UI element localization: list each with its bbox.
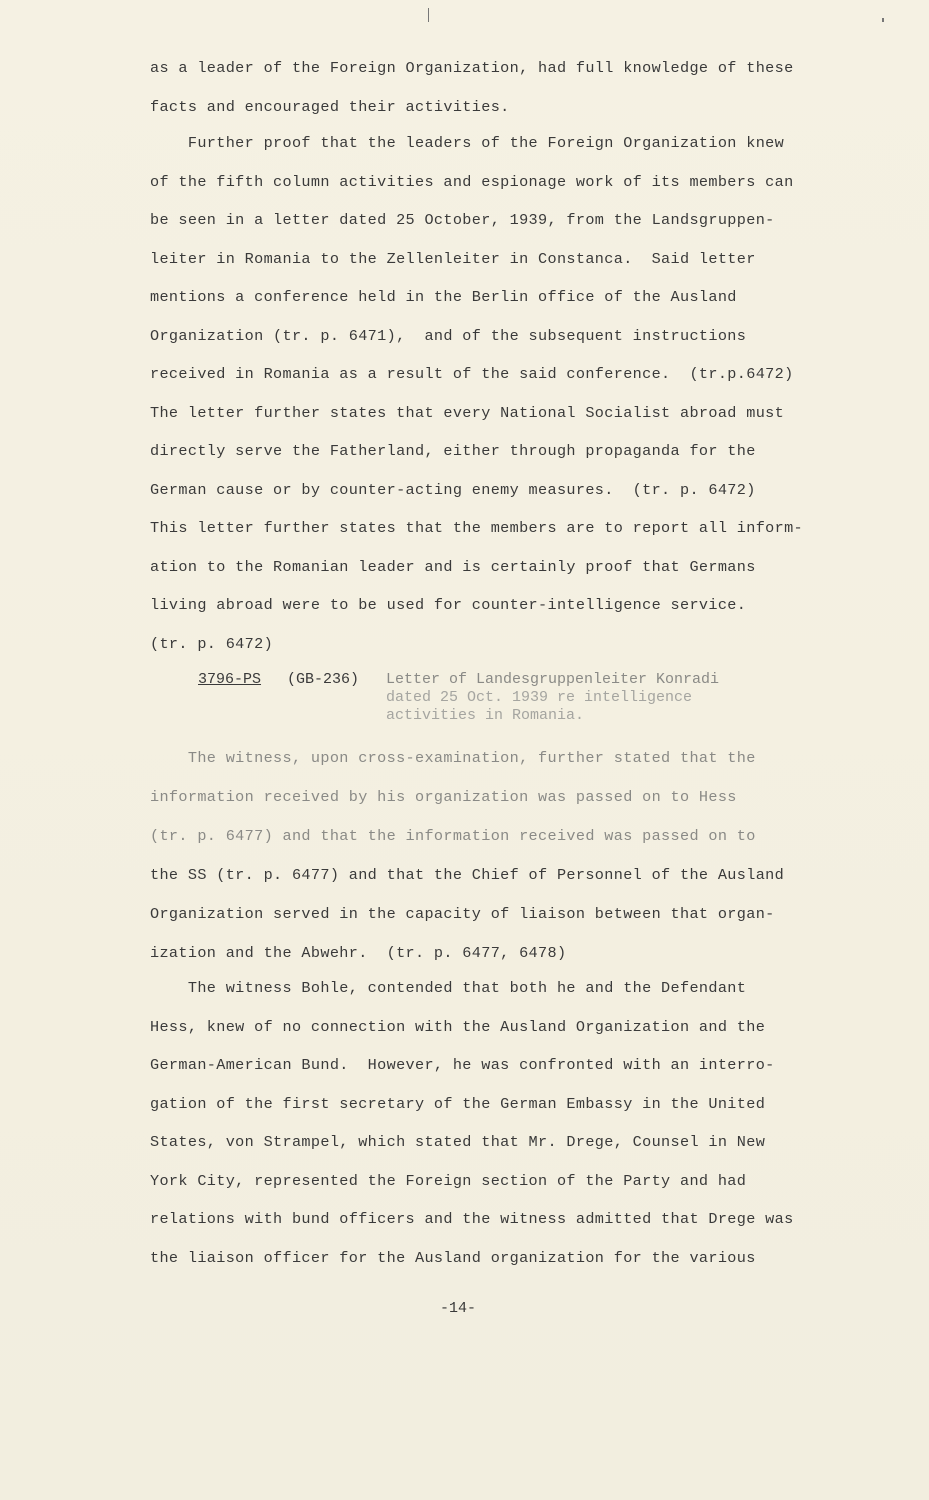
text-line: (tr. p. 6477) and that the information received was passed on to [150,827,756,845]
exhibit-number: (GB-236) [287,671,360,688]
text-line: The witness Bohle, contended that both he and the Defendant [150,979,747,997]
text-line: relations with bund officers and the witness admitted that Drege was [150,1210,794,1228]
text-line: This letter further states that the members are to report all inform- [150,519,804,537]
text-line: the SS (tr. p. 6477) and that the Chief of Personnel of the Ausland [150,866,785,884]
text-line: gation of the first secretary of the German Embassy in the United [150,1094,766,1113]
exhibit-document-number: 3796-PS [198,671,262,688]
text-line: leiter in Romania to the Zellenleiter in Constanca. Said letter [150,249,756,268]
scan-speck [882,18,884,22]
text-line: States, von Strampel, which stated that Mr. Drege, Counsel in New [150,1133,766,1151]
exhibit-description-line: activities in Romania. [386,707,585,724]
text-line: information received by his organization was passed on to Hess [150,788,737,806]
page-number: -14- [440,1300,477,1317]
text-line: ation to the Romanian leader and is certainly proof that Germans [150,557,756,576]
text-line: be seen in a letter dated 25 October, 1939, from the Landsgruppen- [150,211,775,229]
text-line: German cause or by counter-acting enemy measures. (tr. p. 6472) [150,480,756,499]
text-line: living abroad were to be used for counter-intelligence service. [150,596,747,614]
text-line: ization and the Abwehr. (tr. p. 6477, 6478) [150,944,567,962]
text-line: received in Romania as a result of the said conference. (tr.p.6472) [150,365,794,383]
text-line: Hess, knew of no connection with the Ausland Organization and the [150,1017,766,1036]
text-line: German-American Bund. However, he was confronted with an interro- [150,1056,775,1074]
text-line: Further proof that the leaders of the Foreign Organization knew [150,134,785,152]
exhibit-description-line: dated 25 Oct. 1939 re intelligence [386,689,693,706]
text-line: as a leader of the Foreign Organization, had full knowledge of these [150,59,794,77]
text-line: of the fifth column activities and espionage work of its members can [150,172,794,191]
exhibit-description-line: Letter of Landesgruppenleiter Konradi [386,671,720,688]
text-line: (tr. p. 6472) [150,634,274,653]
text-line: Organization (tr. p. 6471), and of the subsequent instructions [150,326,747,345]
text-line: the liaison officer for the Ausland organization for the various [150,1248,756,1267]
punch-mark [428,8,429,22]
text-line: York City, represented the Foreign section of the Party and had [150,1171,747,1190]
text-line: facts and encouraged their activities. [150,97,510,116]
text-line: Organization served in the capacity of liaison between that organ- [150,905,775,923]
text-line: The letter further states that every National Socialist abroad must [150,403,785,422]
text-line: The witness, upon cross-examination, further stated that the [150,749,756,767]
text-line: directly serve the Fatherland, either through propaganda for the [150,442,756,460]
text-line: mentions a conference held in the Berlin office of the Ausland [150,288,737,306]
